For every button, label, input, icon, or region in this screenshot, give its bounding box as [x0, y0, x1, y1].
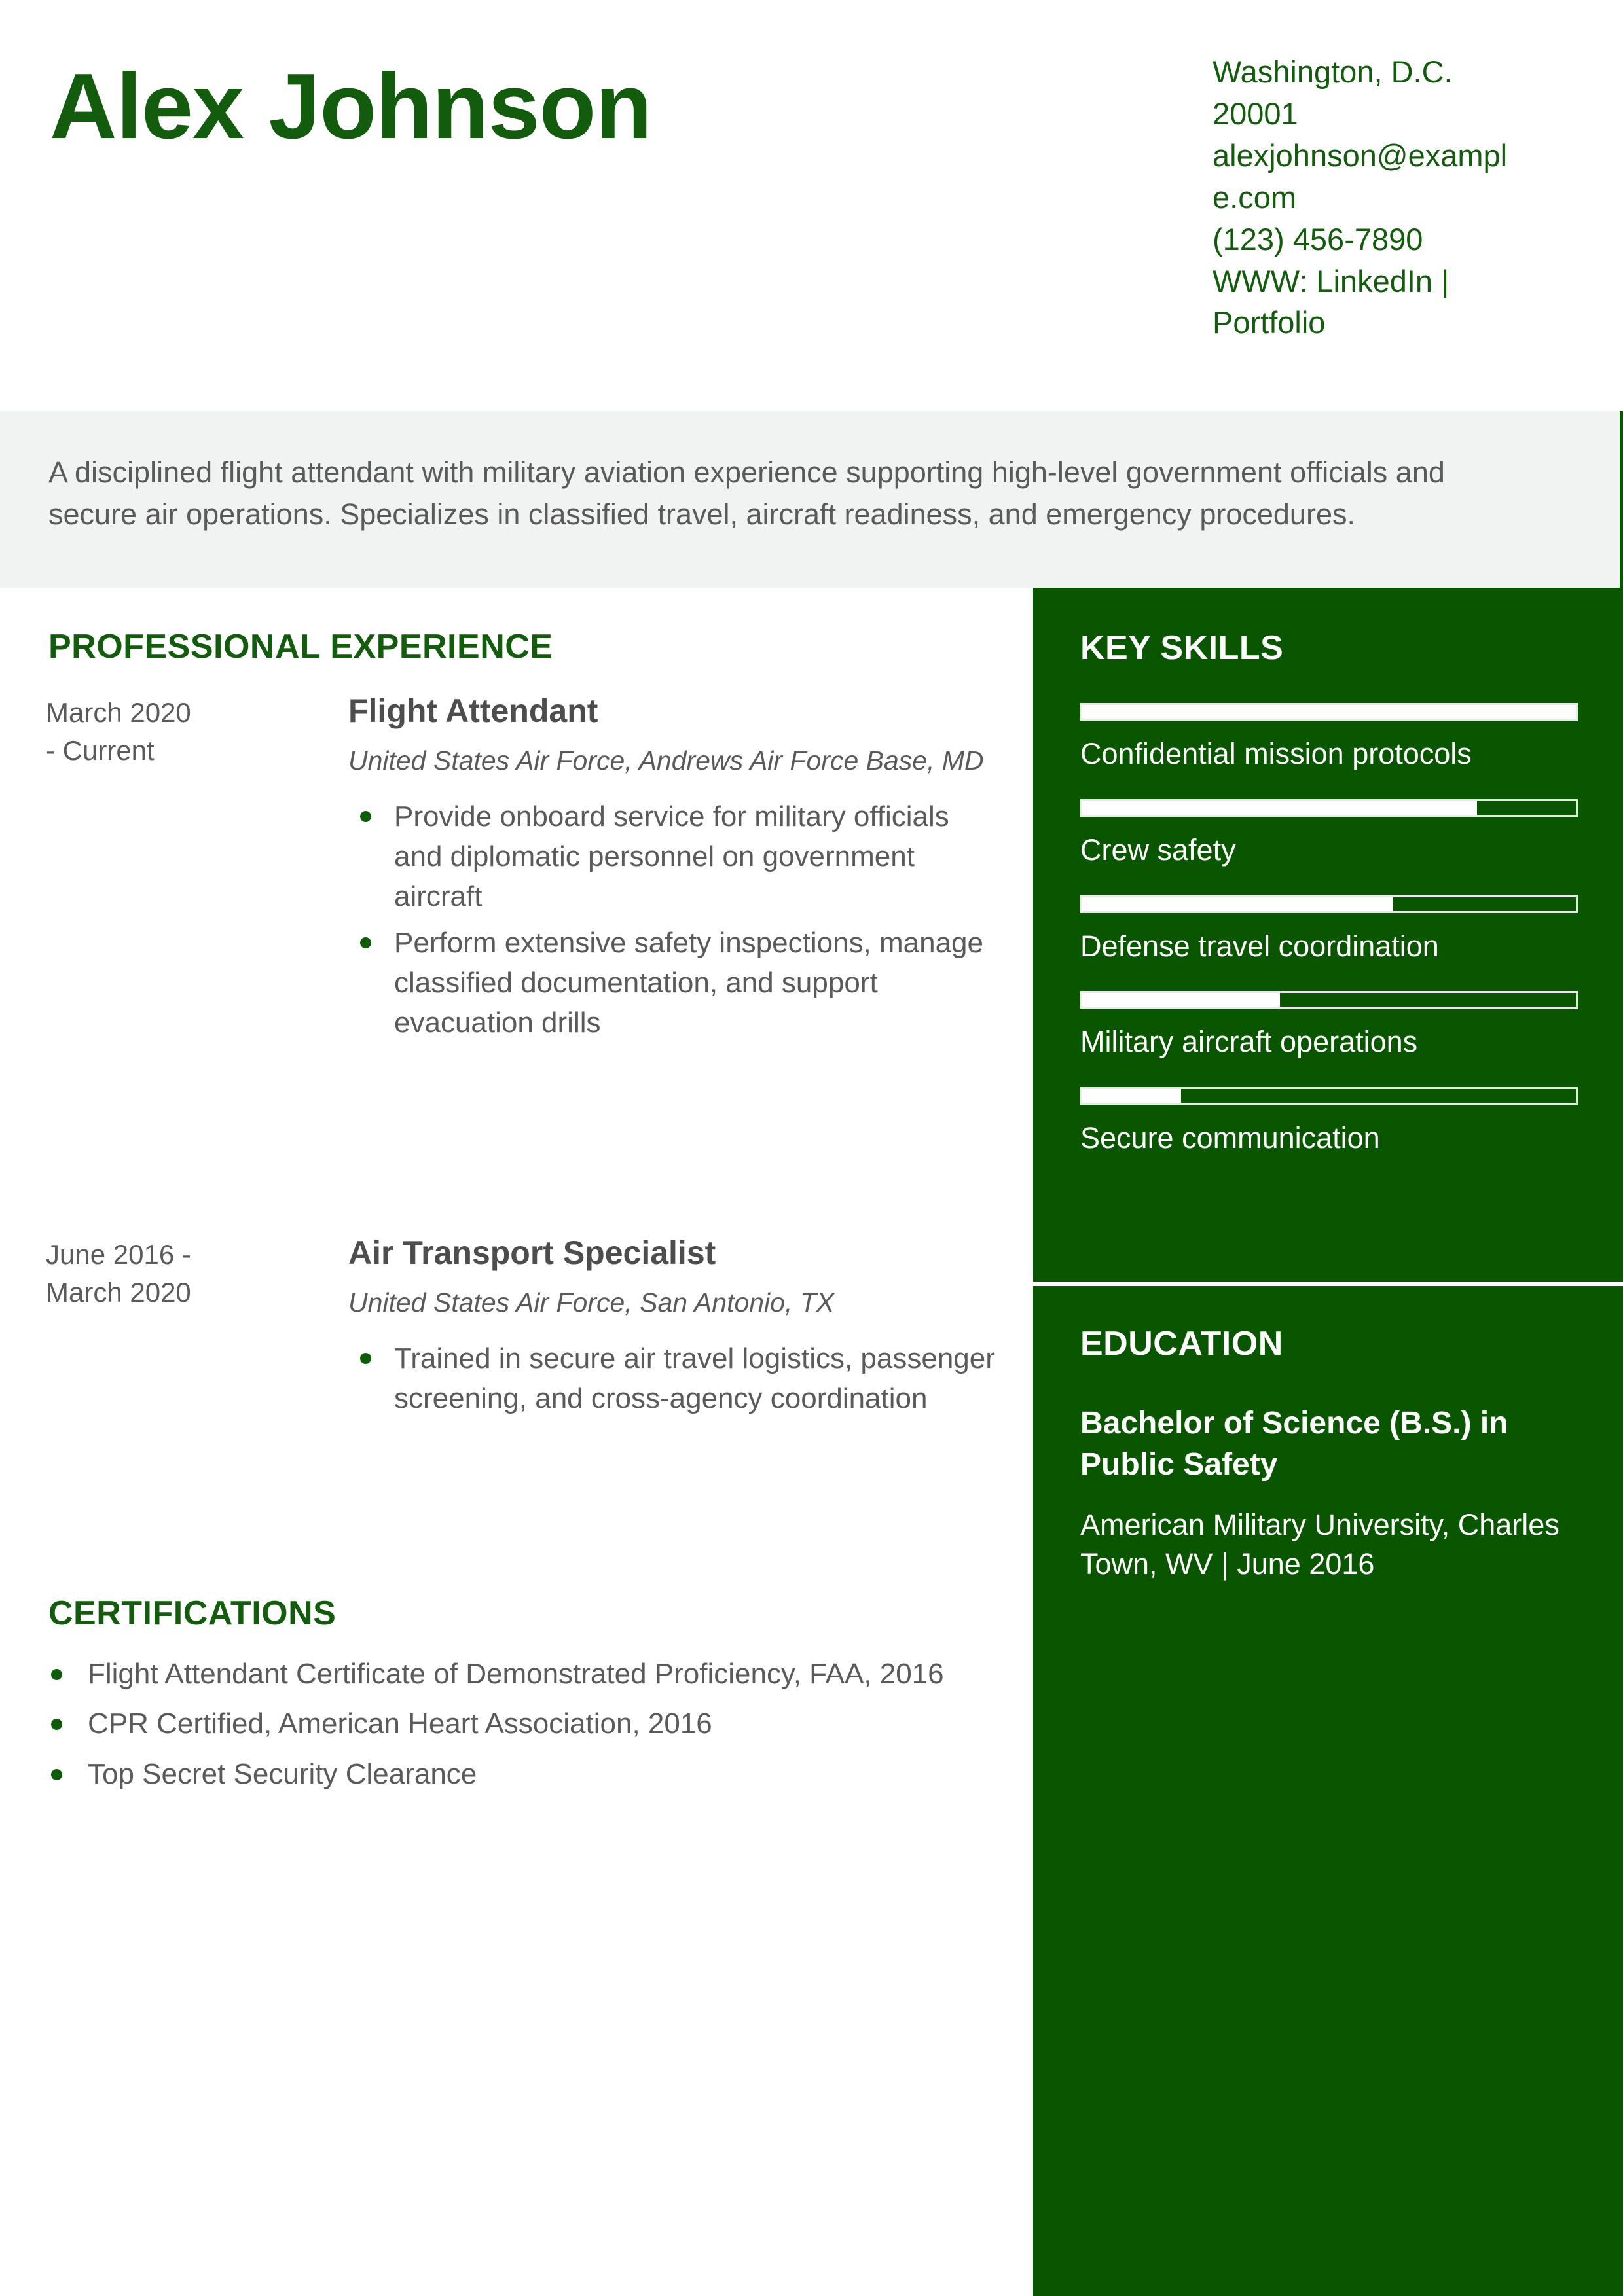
- key-skills-list: [1080, 703, 1578, 1183]
- skill-level-bar: [1080, 799, 1578, 817]
- skill-label: Military aircraft operations: [1080, 1025, 1418, 1059]
- certification-item: CPR Certified, American Heart Association, 2016: [39, 1704, 995, 1744]
- contact-address: Washington, D.C. 20001: [1213, 54, 1453, 131]
- section-heading-education: EDUCATION: [1080, 1325, 1283, 1363]
- job-bullet: Perform extensive safety inspections, manage classified documentation, and support evacuation drills: [348, 923, 996, 1043]
- skill-item: [1080, 1087, 1578, 1158]
- job-details: [348, 1233, 996, 1425]
- section-heading-experience: PROFESSIONAL EXPERIENCE: [48, 628, 553, 666]
- contact-phone[interactable]: (123) 456-7890: [1213, 221, 1423, 257]
- skill-level-bar: [1080, 895, 1578, 913]
- job-bullet-list: [348, 1338, 996, 1418]
- education-school: American Military University, Charles Town, WV | June 2016: [1080, 1507, 1559, 1581]
- contact-email[interactable]: alexjohnson@example.com: [1213, 137, 1508, 215]
- skill-level-fill: [1082, 897, 1393, 911]
- summary-text: A disciplined flight attendant with military aviation experience supporting high-level government officials and secure air operations. Specializes in classified travel, aircraft readiness, and emergency procedures.: [48, 456, 1445, 531]
- sidebar-column: [1033, 588, 1623, 2296]
- skill-level-bar: [1080, 991, 1578, 1009]
- section-heading-key-skills: KEY SKILLS: [1080, 629, 1284, 667]
- main-content-column: [0, 588, 1033, 2296]
- skill-item: [1080, 991, 1578, 1062]
- job-bullet: Trained in secure air travel logistics, passenger screening, and cross-agency coordination: [348, 1338, 996, 1418]
- skill-level-bar: [1080, 1087, 1578, 1105]
- skill-label: Defense travel coordination: [1080, 929, 1439, 963]
- skill-level-fill: [1082, 1089, 1181, 1103]
- job-bullet-list: [348, 797, 996, 1043]
- skill-item: [1080, 703, 1578, 774]
- skill-item: [1080, 895, 1578, 967]
- section-heading-certifications: CERTIFICATIONS: [48, 1594, 337, 1632]
- job-bullet: Provide onboard service for military officials and diplomatic personnel on government aircraft: [348, 797, 996, 916]
- job-title: Flight Attendant: [348, 692, 598, 729]
- job-dates: June 2016 - March 2020: [46, 1239, 191, 1308]
- skill-level-bar: [1080, 703, 1578, 721]
- summary-band: [0, 411, 1623, 588]
- job-title: Air Transport Specialist: [348, 1234, 716, 1271]
- education-entry: [1080, 1403, 1575, 1585]
- page-title: Alex Johnson: [50, 54, 652, 158]
- certification-item: Flight Attendant Certificate of Demonstrated Proficiency, FAA, 2016: [39, 1655, 995, 1694]
- contact-links[interactable]: WWW: LinkedIn | Portfolio: [1213, 263, 1450, 340]
- skill-level-fill: [1082, 801, 1477, 815]
- resume-header: [0, 0, 1623, 412]
- job-details: [348, 691, 996, 1050]
- skill-level-fill: [1082, 993, 1280, 1007]
- education-degree: Bachelor of Science (B.S.) in Public Safety: [1080, 1406, 1508, 1482]
- resume-body: [0, 588, 1623, 2296]
- job-company: United States Air Force, San Antonio, TX: [348, 1287, 835, 1318]
- job-company: United States Air Force, Andrews Air Force Base, MD: [348, 745, 984, 776]
- skill-item: [1080, 799, 1578, 870]
- contact-block: [1213, 51, 1520, 344]
- skill-label: Confidential mission protocols: [1080, 737, 1472, 770]
- sidebar-divider: [1033, 1282, 1623, 1286]
- certification-item: Top Secret Security Clearance: [39, 1755, 995, 1794]
- skill-label: Crew safety: [1080, 833, 1236, 867]
- skill-label: Secure communication: [1080, 1121, 1380, 1155]
- job-dates: March 2020 - Current: [46, 697, 191, 766]
- skill-level-fill: [1082, 705, 1576, 719]
- certifications-list: [0, 1655, 995, 1804]
- summary-accent-edge: [1620, 411, 1623, 588]
